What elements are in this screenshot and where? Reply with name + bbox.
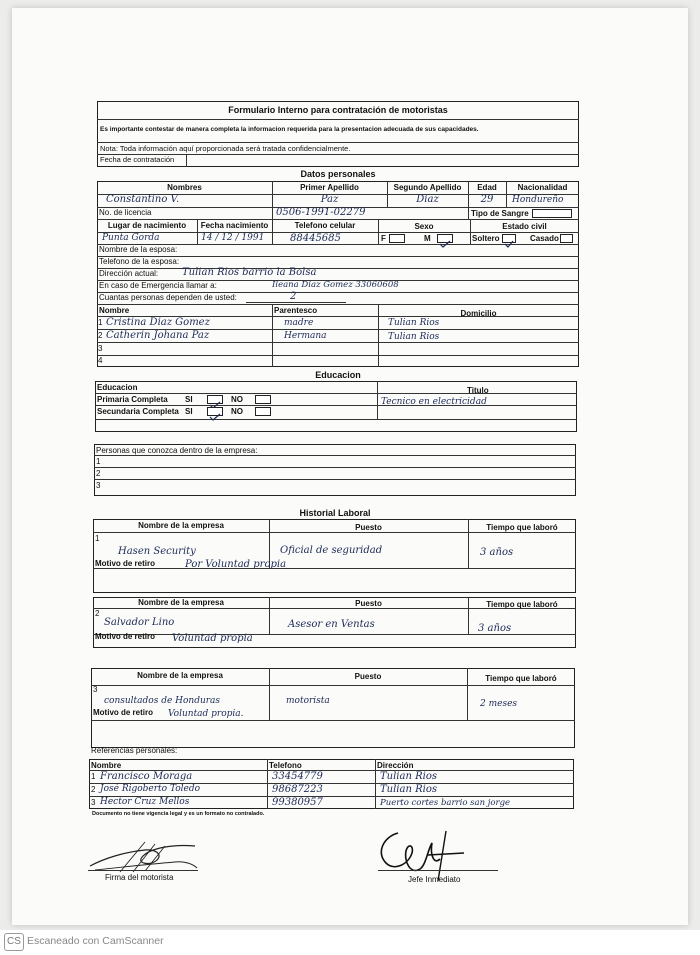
secondary-yes-checkbox[interactable] [207,407,223,416]
civil-status-header: Estado civil [502,222,547,231]
ref-row-num: 2 [91,785,96,794]
job-position: Oficial de seguridad [280,545,383,556]
surname2-header: Segundo Apellido [393,183,462,192]
emergency-value: Ileana Diaz Gomez 33060608 [272,280,399,290]
ref-phone-header: Telefono [269,761,302,770]
primary-yes-checkbox[interactable] [207,395,223,404]
acquaintances-label: Personas que conozca dentro de la empresa: [96,446,258,455]
primary-yes-label: SI [185,395,193,404]
education-heading: Educacion [315,370,361,380]
reason-label: Motivo de retiro [95,632,156,641]
position-header: Puesto [355,599,382,608]
ref-phone: 33454779 [272,771,323,782]
names-header: Nombres [167,183,202,192]
acquaintance-row-num: 1 [96,457,101,466]
ref-name: Francisco Moraga [100,771,193,782]
time-header: Tiempo que laboró [486,523,558,532]
reason-label: Motivo de retiro [93,708,154,717]
spouse-phone-label: Telefono de la esposa: [99,257,180,266]
job-reason: Voluntad propia. [168,709,244,719]
age-header: Edad [477,183,497,192]
ref-phone: 98687223 [272,784,323,795]
acquaintance-row-num: 3 [96,481,101,490]
work-history-heading: Historial Laboral [299,508,371,518]
surname1-header: Primer Apellido [300,183,359,192]
sex-m-checkbox[interactable] [437,234,453,243]
secondary-no-checkbox[interactable] [255,407,271,416]
job-time: 2 meses [480,699,518,709]
dependents-count-value: 2 [290,291,297,302]
ref-name: José Rigoberto Toledo [100,784,201,794]
secondary-label: Secundaria Completa [97,407,179,416]
job-position: Asesor en Ventas [288,619,375,630]
dependent-address: Tulian Rios [388,318,440,328]
job-time: 3 años [478,623,512,634]
sex-header: Sexo [414,222,434,231]
ref-row-num: 3 [91,798,96,807]
dependent-row-num: 4 [98,356,103,365]
job-company: consultados de Honduras [104,696,221,706]
reason-label: Motivo de retiro [95,559,156,568]
hire-date-label: Fecha de contratación [100,155,175,164]
time-header: Tiempo que laboró [485,674,557,683]
dependent-relation: madre [284,318,314,328]
driver-signature [85,838,205,878]
single-checkbox[interactable] [502,234,516,243]
job-num: 1 [95,534,100,543]
sex-f-checkbox[interactable] [389,234,405,243]
married-label: Casado [530,234,559,243]
education-label: Educacion [97,383,138,392]
birthdate-header: Fecha nacimiento [200,221,269,230]
job-company: Hasen Security [118,546,196,557]
ref-address: Tulian Rios [380,784,437,795]
job-reason: Voluntad propia [172,633,253,644]
job-position: motorista [286,696,330,706]
dependents-count-label: Cuantas personas dependen de usted: [99,293,237,302]
dependent-relation: Hermana [284,331,327,341]
birthdate-value: 14 / 12 / 1991 [201,233,265,243]
secondary-no-label: NO [231,407,243,416]
emergency-label: En caso de Emergencia llamar a: [99,281,217,290]
acquaintance-row-num: 2 [96,469,101,478]
company-header: Nombre de la empresa [138,521,224,530]
ref-address: Tulian Rios [380,771,437,782]
degree-title-value: Tecnico en electricidad [381,397,487,407]
birthplace-value: Punta Gorda [102,233,160,243]
company-header: Nombre de la empresa [137,671,223,680]
camscanner-text: Escaneado con CamScanner [27,935,164,947]
dependent-row-num: 2 [98,331,103,340]
sex-f-label: F [381,234,386,243]
ref-address: Puerto cortes barrio san jorge [380,798,511,808]
dependent-relation-header: Parentesco [274,306,318,315]
age-value: 29 [480,194,494,205]
dependent-name: Catherin Johana Paz [106,330,210,341]
job-num: 3 [93,685,98,694]
blood-type-label: Tipo de Sangre [471,209,529,218]
nationality-value: Hondureño [512,195,564,205]
primary-no-checkbox[interactable] [255,395,271,404]
spouse-name-label: Nombre de la esposa: [99,245,178,254]
birthplace-header: Lugar de nacimiento [107,221,187,230]
ref-name-header: Nombre [91,761,122,770]
position-header: Puesto [355,523,382,532]
job-company: Salvador Lino [104,617,175,628]
dependent-name: Cristina Diaz Gomez [106,317,210,328]
form-title: Formulario Interno para contratación de motoristas [228,105,448,115]
ref-address-header: Dirección [377,761,414,770]
job-num: 2 [95,609,100,618]
phone-header: Telefono celular [294,221,356,230]
surname1-value: Paz [320,194,339,205]
blood-type-box[interactable] [532,209,572,218]
dependent-row-num: 1 [98,318,103,327]
secondary-yes-label: SI [185,407,193,416]
degree-title-header: Titulo [467,386,489,395]
address-value: Tulian Rios barrio la Bolsa [182,267,317,278]
ref-phone: 99380957 [272,797,323,808]
address-label: Dirección actual: [99,269,159,278]
dependent-address: Tulian Rios [388,332,440,342]
position-header: Puesto [354,672,382,681]
dependent-name-header: Nombre [99,306,130,315]
license-label: No. de licencia [99,208,152,217]
legal-disclaimer: Documento no tiene vigencia legal y es un formato no contralado. [92,811,265,817]
license-value: 0506-1991-02279 [276,207,366,218]
scanner-footer [0,930,700,955]
personal-data-heading: Datos personales [300,169,376,179]
surname2-value: Diaz [416,194,439,205]
ref-row-num: 1 [91,772,96,781]
confidential-note: Nota: Toda información aquí proporcionada será tratada confidencialmente. [100,144,351,153]
primary-no-label: NO [231,395,243,404]
driver-signature-label: Firma del motorista [105,873,174,882]
camscanner-logo-icon: CS [4,933,24,951]
job-time: 3 años [480,547,514,558]
job-reason: Por Voluntad propia [185,559,287,570]
references-label: Referencias personales: [91,746,178,755]
single-label: Soltero [472,234,500,243]
primary-label: Primaria Completa [97,395,168,404]
boss-signature-label: Jefe Inmediato [408,875,461,884]
company-header: Nombre de la empresa [138,598,224,607]
ref-name: Hector Cruz Mellos [100,797,190,807]
sex-m-label: M [424,234,431,243]
dependent-address-header: Domicilio [460,309,497,318]
name-value: Constantino V. [106,194,180,205]
form-instructions: Es importante contestar de manera completa la informacion requerida para la presentacion adecuada de sus capacidades. [100,126,479,133]
phone-value: 88445685 [290,233,341,244]
nationality-header: Nacionalidad [517,183,568,192]
dependent-row-num: 3 [98,344,103,353]
married-checkbox[interactable] [560,234,573,243]
time-header: Tiempo que laboró [486,600,558,609]
